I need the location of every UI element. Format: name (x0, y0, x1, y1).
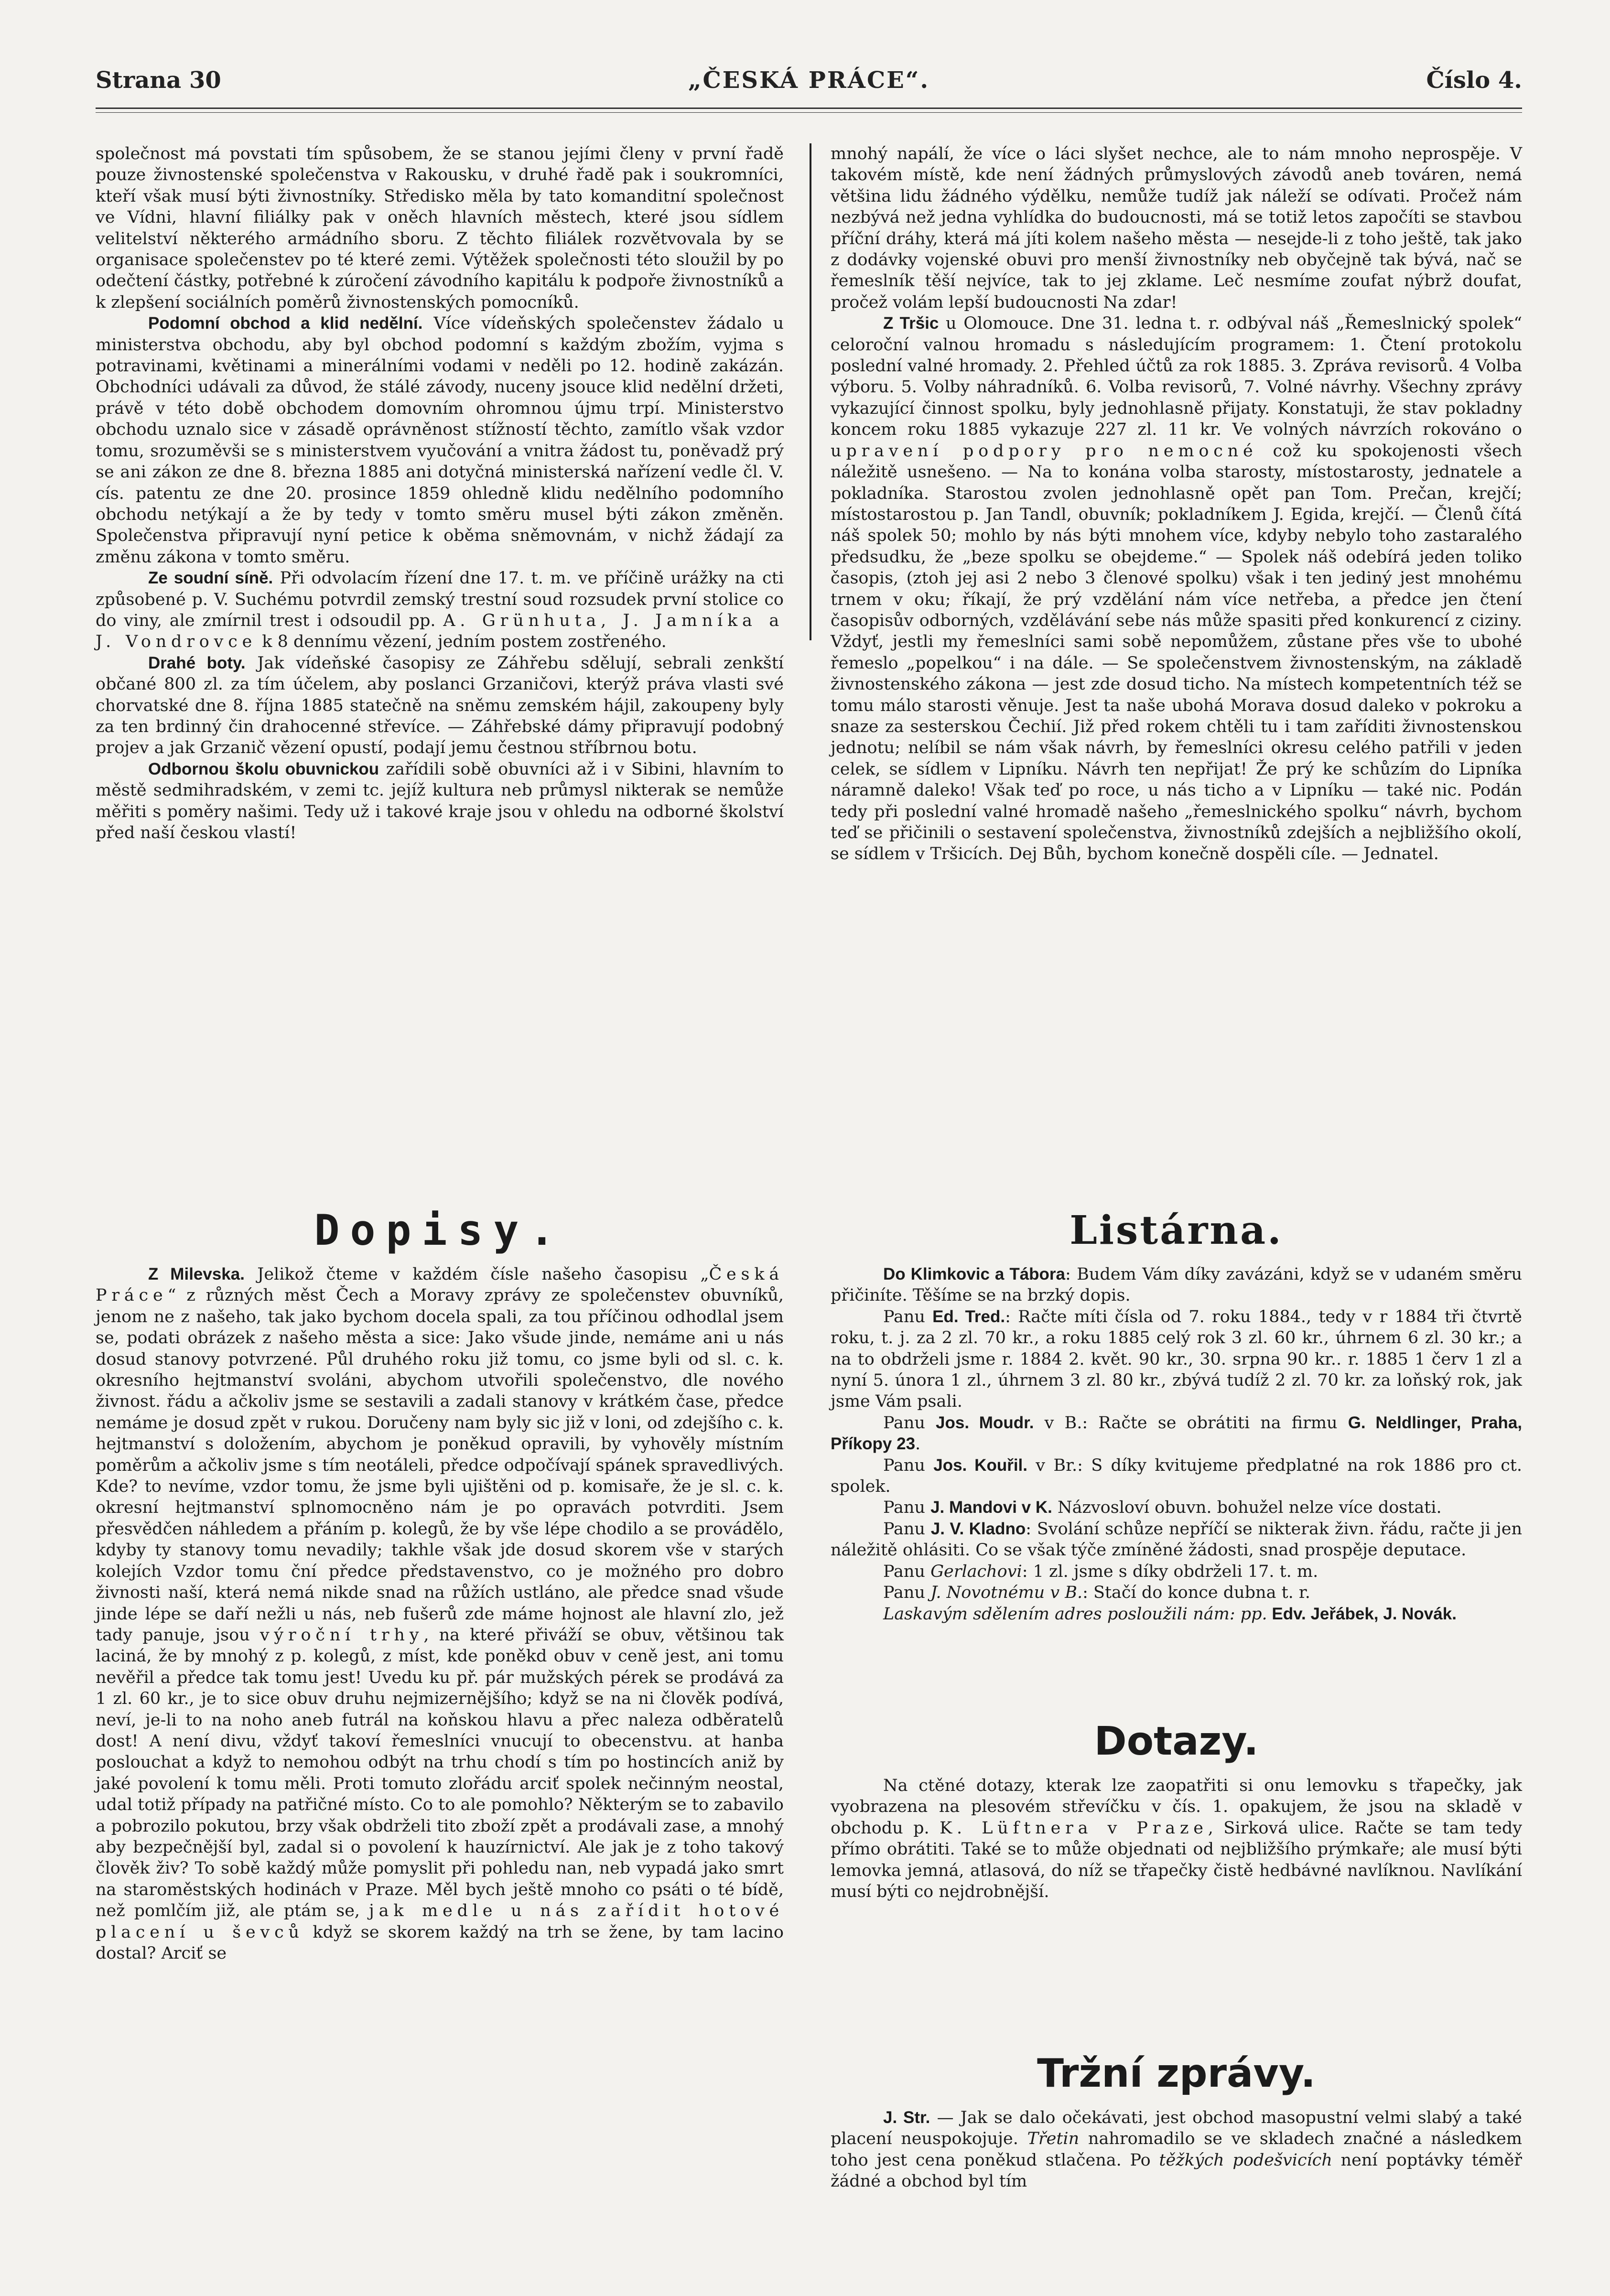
page-header (96, 67, 1522, 100)
listarna-title: Listárna. (1070, 1207, 1283, 1253)
heading-trsice: Z Tršic (883, 314, 939, 333)
paragraph-cooperative: společnost má povstati tím spůsobem, že se stanou jejími členy v první řadě pouze živnostenské společenstva v Rakousku, v druhé řadě pak i soukromníci, kteří však musí býti živnostníky. Středisko měla by tato komanditní společnost ve Vídni, hlavní filiálky pak v oněch hlavních městech, které jsou sídlem velitelství některého armádního sboru. Z těchto filiálek rozvětvovala by se organisace společenstev po té které zemi. Výtěžek společnosti této sloužil by po odečtení částky, potřebné k zúročení závodního kapitálu k podpoře živnostníků a k zlepšení sociálních poměrů živnostenských pomocníků. (96, 144, 784, 312)
heading-boots: Drahé boty. (148, 653, 246, 672)
dopisy-title: Dopisy. (314, 1206, 565, 1255)
paragraph-court: Ze soudní síně. Při odvolacím řízení dne 17. t. m. ve příčině urážky na cti způsobené p. V. Suchému potvrdil zemský trestní soud rozsudek první stolice co do viny, ale zmírnil trest i odsoudil pp. A. Grünhuta, J. Jamníka a J. Vondrovce k 8 dennímu vězení, jedním postem zostřeného. (96, 569, 784, 652)
paragraph-milevsko: Z Milevska. Jelikož čteme v každém čísle našeho časopisu „Česká Práce“ z různých měst Čech a Moravy zprávy ze společenstev obuvníků, jenom ne z našeho, tak jako bychom docela spali, za tou příčinou odhodlal jsem se, podati obrázek z našeho města a sice: Jako všude jinde, nemáme ani u nás dosud stanovy potvrzené. Půl druhého roku již tomu, co jsme byli od sl. c. k. okresního hejtmanství svoláni, abychom utvořili společenstvo, dle nového živnost. řádu a ačkoliv jsme se sestavili a zadali stanovy v krátkém čase, předce nemáme je dosud zpět v rukou. Doručeny nam byly sic již v loni, od zdejšího c. k. hejtmanství s doložením, abychom je poněkud opravili, by vyhověly místním poměrům a ačkoliv jsme s tím neotáleli, předce odpočívají spánek spravedlivých. Kde? to nevíme, vzdor tomu, že jsme byli ujištěni od p. komisaře, že je sl. c. k. okresní hejtmanství splnomocněno nám je po opravách potvrditi. Jsem přesvědčen náhledem a přáním p. kolegů, že by vše lépe chodilo a se provádělo, kdyby ty stanovy tomu nevadily; takhle však jde dosud skorem vše v starých kolejích Vzdor tomu ční předce představenstvo, co je možného pro dobro živnosti naší, která nemá nikde snad na růžích ustláno, ale předce snad všude jinde lépe se daří nežli u nás, neb fušerů zde máme hojnost ale hlavní zlo, jež tady panuje, jsou výroční trhy, na které přiváží se obuv, většinou tak laciná, že by mnohý z p. kolegů, z míst, kde poněkd obuv v ceně jest, ani tomu nevěřil a předce tak tomu jest! Uvedu ku př. pár mužských pérek se prodává za 1 zl. 60 kr., je to sice obuv druhu nejmizernějšího; když se na ni člověk podívá, neví, je-li to na noho aneb futrál na koňskou hlavu a přec naleza odběratelů dost! A není divu, vždyť takoví řemeslníci vnucují to obecenstvu. at hanba poslouchat a když to nemohou odbýt na trhu chodí s tím po hostincích aniž by jaké povolení k tomu měli. Proti tomuto zlořádu arciť spolek nečinným neostal, udal totiž případy na patřičné místo. Co to ale pomohlo? Některým se to zabavilo a pobrozilo pokutou, brzy však obdrželi tito zboží zpět a prodávali zase, a mnohý aby bezpečnější byl, zadal si o povolení k hauzírnictví. Ale jak je z toho takový člověk živ? To sobě každý může pomyslit při pohledu nan, neb vypadá jako smrt na staroměstských hodinách v Praze. Měl bych ještě mnoho co psáti o té bídě, než pomlčím již, ale ptám se, jak medle u nás zařídit hotové placení u ševců když se skorem každý na trh se žene, by tam lacino dostal? Arciť se (96, 1265, 784, 1963)
listarna-entry: Panu J. Novotnému v B.: Stačí do konce dubna t. r. (883, 1583, 1310, 1603)
listarna-entry: Panu J. Mandovi v K. Názvosloví obuvn. bohužel nelze více dostati. (883, 1498, 1442, 1518)
newspaper-title: „ČESKÁ PRÁCE“. (688, 67, 930, 94)
left-column-news (96, 143, 784, 843)
listarna-entry: Panu J. V. Kladno: Svolání schůze nepříčí se nikterak živn. řádu, račte ji jen náležitě ohlásiti. Co se však týče zmíněné žádosti, snad prospěje deputace. (831, 1519, 1522, 1560)
paragraph-dotazy: Na ctěné dotazy, kterak lze zaopatřiti si onu lemovku s třapečky, jak vyobrazena na plesovém střevíčku v čís. 1. opakujem, že jsou na skladě v obchodu p. K. Lüftnera v Praze, Sirková ulice. Račte se tam tedy přímo obrátiti. Také se to může objednati od nejbližšího prýmkaře; ale musí býti lemovka jemná, atlasová, do níž se třapečky čistě hedbávné navlíknou. Navlíkání musí býti co nejdrobnější. (831, 1776, 1522, 1902)
page-number: Strana 30 (96, 67, 221, 94)
heading-court: Ze soudní síně. (148, 569, 273, 588)
heading-school: Odbornou školu obuvnickou (148, 759, 379, 778)
heading-milevsko: Z Milevska. (148, 1265, 245, 1283)
column-divider (810, 143, 811, 640)
listarna-entry: Panu Ed. Tred.: Račte míti čísla od 7. roku 1884., tedy v r 1884 tři čtvrtě roku, t. j. za 2 zl. 70 kr., a roku 1885 celý rok 3 zl. 60 kr., úhrnem 6 zl. 30 kr.; a na to obdrželi jsme r. 1884 2. květ. 90 kr., 30. srpna 90 kr.. r. 1885 1 červ 1 zl a nyní 5. února 1 zl., úhrnem 3 zl. 80 kr., zbývá tudíž 2 zl. 70 kr. za loňský rok, jak jsme Vám psali. (831, 1307, 1522, 1412)
header-rule (96, 108, 1522, 109)
paragraph-boots: Drahé boty. Jak vídeňské časopisy ze Záhřebu sdělují, sebrali zenkští občané 800 zl. za tím účelem, aby poslanci Grzaničovi, kterýž práva vlasti své chorvatské dne 8. října 1885 statečně na sněmu zemském hájil, zakoupeny byly za ten brdinný čin drahocenné střevíce. — Záhřebské dámy připravují podobný projev a jak Grzanič vězení opustí, podají jemu čestnou stříbrnou botu. (96, 653, 784, 758)
paragraph-trsice: Z Tršic u Olomouce. Dne 31. ledna t. r. odbýval náš „Řemeslnický spolek“ celoroční valnou hromadu s následujícím programem: 1. Čtení protokolu poslední valné hromady. 2. Přehled účtů za rok 1885. 3. Zpráva revisorů. 4 Volba výboru. 5. Volby náhradníků. 6. Volba revisorů, 7. Volné návrhy. Všechny zprávy vykazující činnost spolku, byly jednohlasně přijaty. Konstatuji, že stav pokladny koncem roku 1885 vykazuje 227 zl. 11 kr. Ve volných návrzích rokováno o upravení podpory pro nemocné což ku spokojenosti všech náležitě usnešeno. — Na to konána volba starosty, místostarosty, jednatele a pokladníka. Starostou zvolen jednohlasně opět pan Tom. Prečan, krejčí; místostarostou p. Jan Tandl, obuvník; pokladníkem J. Egida, krejčí. — Členů čítá náš spolek 50; mohlo by nás býti mnohem více, kdyby nebylo toho zastaralého předsudku, že „beze spolku se obejdeme.“ — Spolek náš odebírá jeden toliko časopis, (ztoh jej asi 2 nebo 3 členové spolku) však i ten jediný jest mnohému trnem v oku; říkají, že prý vzdělání nám více netřeba, a předce jen čtení časopisův odborných, vzdělávání sebe nás může spasiti před konkurencí z ciziny. Vždyť, jestli my řemeslníci sami sobě nepomůžem, zůstane přes vše to ubohé řemeslo „popelkou“ i na dále. — Se společenstvem živnostenským, na základě živnostenského zákona — jest zde dosud ticho. Na místech kompetentních též se tomu málo starosti věnuje. Jest ta naše ubohá Morava dosud daleko v pokroku a snaze za sesterskou Čechií. Již před rokem chtěli tu i tam zaříditi živnostenskou jednotu; nelíbil se nám však návrh, by řemeslníci okresu celého patřili v jeden celek, se sídlem v Lipníku. Návrh ten nepřijat! Že prý ke schůzím do Lipníka náramně daleko! Však teď po roce, u nás ticho a v Lipníku — také nic. Podán tedy při poslední valné hromadě našeho „řemeslnického spolku“ návrh, bychom teď se přičinili o sestavení společenstva, živnostníků zdejších a nejbližšího okolí, se sídlem v Tršicích. Dej Bůh, bychom konečně dospěli cíle. — Jednatel. (831, 314, 1523, 864)
paragraph-milevsko-cont: mnohý napálí, že více o láci slyšet nechce, ale to nám mnoho neprospěje. V takovém místě, kde není žádných průmyslových závodů aneb továren, nemá většina lidu žádného výdělku, nemůže tudíž jak náleží se odívati. Pročež nám nezbývá než jedna vyhlídka do budoucnosti, má se totiž letos započíti se stavbou příční dráhy, která má jíti kolem našeho města — nesejde-li z toho ještě, tak jako z dodávky vojenské obuvi pro menší živnostníky neb obyčejně tak bývá, nač se řemeslník těší nejvíce, tak to jej zklame. Leč nesmíme zoufat nýbrž doufat, pročež volám lepší budoucnosti Na zdar! (831, 144, 1522, 312)
listarna-entry: Panu Jos. Kouřil. v Br.: S díky kvitujeme předplatné na rok 1886 pro ct. spolek. (831, 1455, 1522, 1497)
paragraph-peddling: Podomní obchod a klid nedělní. Více vídeňských společenstev žádalo u ministerstva obchodu, aby byl obchod podomní s každým zbožím, vyjma s potravinami, květinami a minerálními vodami v neděli po 12. hodině zakázán. Obchodníci udávali za důvod, že stálé závody, nuceny jsouce klid nedělní držeti, právě v této době obchodem domovním ohromnou újmu trpí. Ministerstvo obchodu uznalo sice v zásadě oprávněnost stížností těchto, zamítlo však vzdor tomu, srozuměvši se s ministerstvem vyučování a vnitra žádost tu, poněvadž prý se ani zákon ze dne 8. března 1885 ani dotyčná ministerská nařízení vedle čl. V. cís. patentu ze dne 20. prosince 1859 ohledně klidu nedělního podomního obchodu netýkají a že by tedy v tomto směru musel býti zákon změněn. Společenstva připravují nyní petice k oběma sněmovnám, v nichž žádají za změnu zákona v tomto směru. (96, 314, 784, 567)
trzni-title: Tržní zprávy. (1037, 2051, 1316, 2096)
listarna-entry: Panu Jos. Moudr. v B.: Račte se obrátiti na firmu G. Neldlinger, Praha, Příkopy 23. (831, 1413, 1523, 1454)
heading-peddling: Podomní obchod a klid nedělní. (148, 314, 423, 333)
listarna-entry: Laskavým sdělením adres posloužili nám: pp. Edv. Jeřábek, J. Novák. (883, 1604, 1457, 1624)
listarna-section (831, 1197, 1522, 1625)
dotazy-title: Dotazy. (1094, 1719, 1259, 1764)
dotazy-section (831, 1708, 1522, 1902)
listarna-entry: Panu Gerlachovi: 1 zl. jsme s díky obdrželi 17. t. m. (883, 1562, 1318, 1581)
trzni-section (831, 2040, 1522, 2192)
right-column-letters (831, 143, 1522, 865)
dopisy-section (96, 1197, 784, 1964)
paragraph-trzni: J. Str. — Jak se dalo očekávati, jest obchod masopustní velmi slabý a také placení neuspokojuje. Třetin nahromadilo se ve skladech značné a následkem toho jest cena poněkud stlačena. Po těžkých podešvicích není poptávky téměř žádné a obchod byl tím (831, 2108, 1523, 2191)
listarna-entry: Do Klimkovic a Tábora: Budem Vám díky zavázáni, když se v udaném směru přičiníte. Těšíme se na brzký dopis. (831, 1265, 1523, 1305)
header-rule-thin (96, 112, 1522, 113)
issue-number: Číslo 4. (1426, 67, 1522, 94)
paragraph-school: Odbornou školu obuvnickou zařídili sobě obuvníci až i v Sibini, hlavním to městě sedmihradském, v zemi tc. jejíž kultura neb průmysl nikterak se nemůže měřiti s poměry našimi. Tedy už i takové kraje jsou v ohledu na odborné školství před naší českou vlastí! (96, 759, 784, 842)
